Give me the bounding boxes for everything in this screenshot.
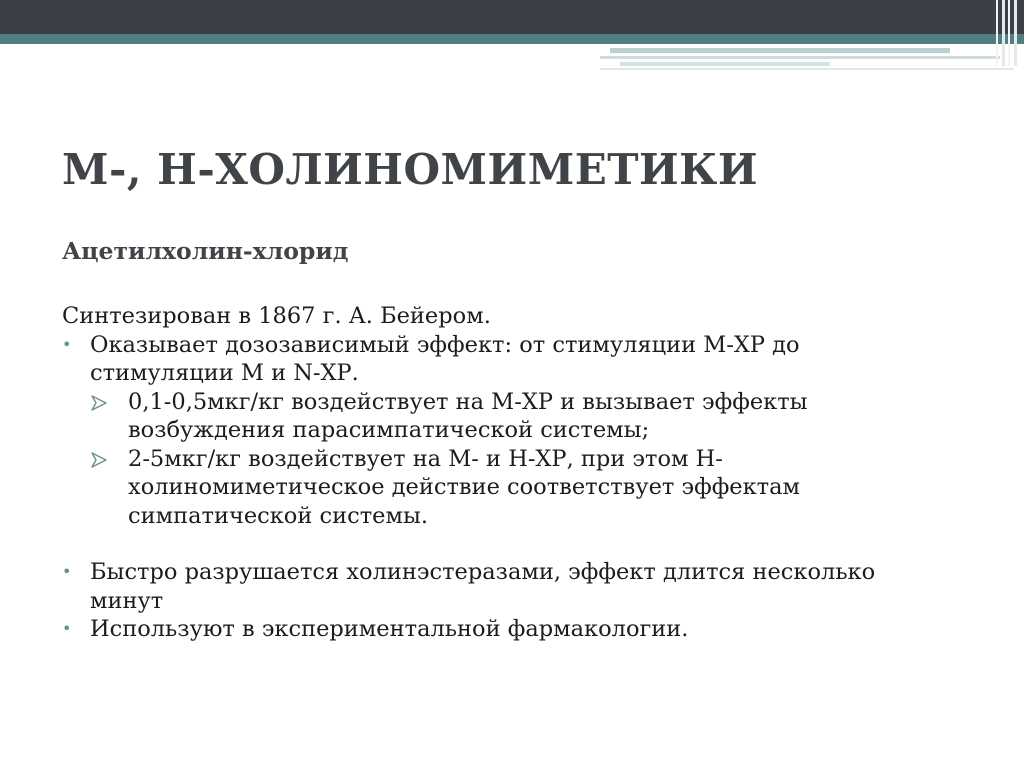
bullet-dot-icon: • — [62, 562, 72, 581]
page-title: М-, Н-ХОЛИНОМИМЕТИКИ — [62, 145, 759, 194]
header-decorative-bars — [994, 0, 1024, 66]
sub-list-item — [62, 388, 982, 445]
bullet-dot-icon: • — [62, 334, 72, 354]
list-item — [62, 615, 982, 644]
slide-subtitle: Ацетилхолин-хлорид — [62, 237, 349, 265]
bullet-dot-icon: • — [62, 619, 72, 638]
slide-body — [62, 302, 982, 644]
sub-list-item-line: холиномиметическое действие соответствует эффектам — [128, 474, 801, 500]
intro-text: Синтезирован в 1867 г. А. Бейером. — [62, 303, 491, 329]
spacer — [62, 530, 982, 558]
header-accent-strip — [0, 34, 1024, 44]
list-item-line: минут — [90, 587, 164, 614]
sub-list-item — [62, 445, 982, 531]
list-item-line: Быстро разрушается холинэстеразами, эффект длится несколько — [90, 559, 876, 585]
sub-list-item-line: 2-5мкг/кг воздействует на М- и Н-ХР, при этом Н- — [128, 445, 723, 472]
arrowhead-outline-icon — [90, 451, 108, 469]
sub-list-item-line: 0,1-0,5мкг/кг воздействует на М-ХР и вызывает эффекты — [128, 388, 808, 415]
header-band — [0, 0, 1024, 34]
list-item — [62, 331, 982, 388]
sub-list-item-line: возбуждения парасимпатической системы; — [128, 417, 650, 443]
list-item — [62, 558, 982, 615]
arrowhead-outline-icon — [90, 394, 108, 412]
sub-list-item-line: симпатической системы. — [128, 502, 429, 529]
list-item-line: стимуляции М и N-ХР. — [90, 360, 359, 386]
header-decorative-lines — [600, 44, 1024, 74]
list-item-line: Оказывает дозозависимый эффект: от стимуляции М-ХР до — [90, 331, 800, 358]
list-item-line: Используют в экспериментальной фармакологии. — [90, 616, 689, 642]
